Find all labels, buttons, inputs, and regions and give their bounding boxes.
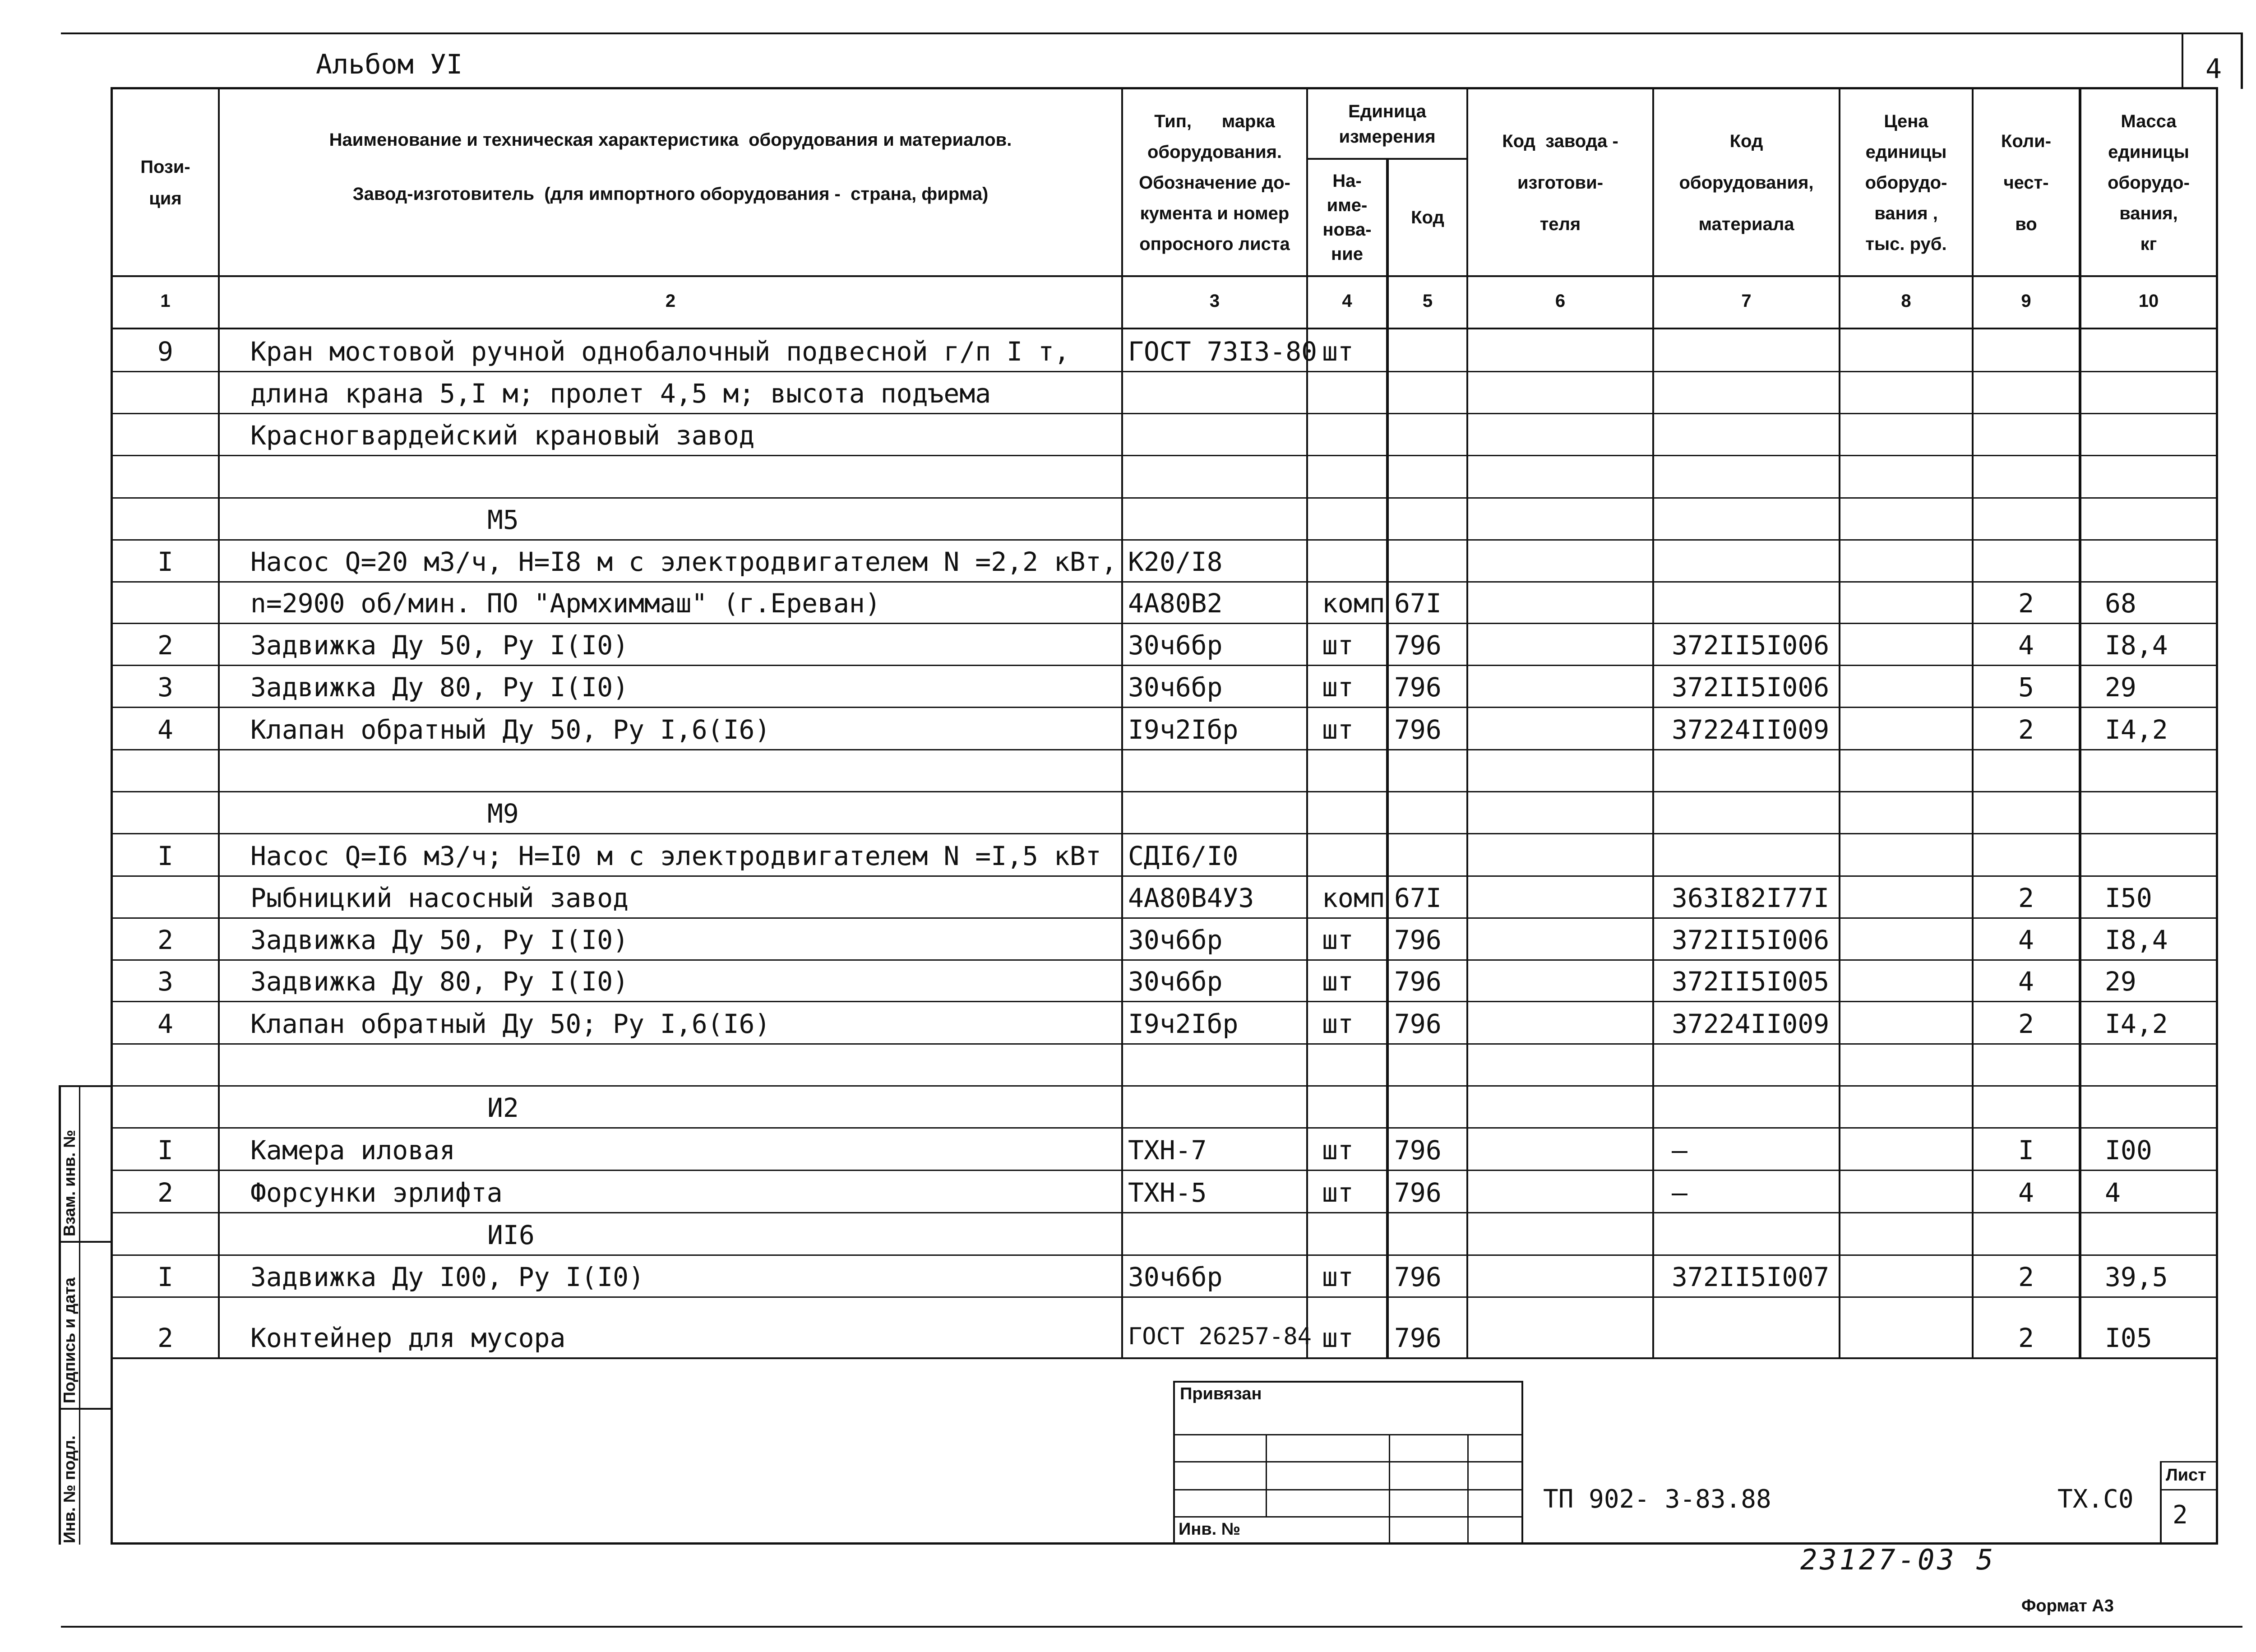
row-7-unit: шт	[1322, 630, 1354, 661]
row-15-type: 30ч6бр	[1128, 966, 1223, 997]
row-divider	[111, 875, 2218, 877]
colnum-8: 8	[1901, 291, 1911, 311]
row-22-unit: шт	[1322, 1262, 1354, 1292]
header-bottom	[111, 275, 2218, 277]
row-7-mass: I8,4	[2105, 630, 2168, 661]
row-23-qty: 2	[2018, 1323, 2034, 1353]
privyazan-row3	[1173, 1489, 1523, 1490]
row-22-mass: 39,5	[2105, 1262, 2168, 1292]
row-divider	[111, 959, 2218, 961]
colnum-9: 9	[2021, 291, 2031, 311]
row-22-pos: I	[157, 1262, 173, 1292]
row-21-name: ИI6	[487, 1220, 535, 1250]
header-unit-code: Код	[1411, 208, 1444, 227]
side-stamp-div1	[59, 1241, 112, 1243]
row-9-unit: шт	[1322, 714, 1354, 745]
album-label: Альбом УI	[316, 49, 463, 80]
privyazan-col2	[1389, 1434, 1390, 1545]
privyazan-col1	[1266, 1434, 1267, 1516]
row-13-unit: комп	[1322, 883, 1385, 913]
row-13-mass: I50	[2105, 883, 2152, 913]
document-code: ТП 902- 3-83.88	[1543, 1485, 1771, 1514]
row-7-equip: 372II5I006	[1672, 630, 1830, 661]
side-stamp-inner	[79, 1085, 80, 1545]
row-divider	[111, 1254, 2218, 1256]
row-23-pos: 2	[157, 1323, 173, 1353]
row-14-equip: 372II5I006	[1672, 925, 1830, 955]
row-12-type: СДI6/I0	[1128, 841, 1239, 871]
right-top-border	[2241, 32, 2243, 89]
row-6-unit: комп	[1322, 588, 1385, 619]
row-9-code: 796	[1394, 714, 1442, 745]
row-14-code: 796	[1394, 925, 1442, 955]
bottom-border	[61, 1626, 2242, 1628]
row-divider	[111, 665, 2218, 666]
row-divider	[111, 707, 2218, 708]
row-divider	[111, 1127, 2218, 1129]
sheet-number: 2	[2173, 1500, 2188, 1530]
row-23-name: Контейнер для мусора	[250, 1323, 566, 1353]
row-16-type: I9ч2Iбр	[1128, 1009, 1239, 1039]
row-19-code: 796	[1394, 1135, 1442, 1166]
colnum-1: 1	[160, 291, 171, 311]
header-position: Пози- ция	[140, 157, 190, 208]
row-8-type: 30ч6бр	[1128, 672, 1223, 703]
row-7-qty: 4	[2018, 630, 2034, 661]
row-18-name: И2	[487, 1092, 519, 1123]
format-label: Формат А3	[2021, 1596, 2114, 1615]
side-label-inv-podl: Инв. № подл.	[60, 1435, 79, 1543]
row-19-qty: I	[2018, 1135, 2034, 1166]
row-14-unit: шт	[1322, 925, 1354, 955]
row-divider	[111, 749, 2218, 750]
col-line-4	[1386, 158, 1389, 1358]
row-0-type: ГОСТ 73I3-80	[1128, 336, 1318, 367]
col-line-7	[1839, 87, 1840, 1358]
row-0-name: Кран мостовой ручной однобалочный подвесной г/п I т,	[250, 336, 1070, 367]
sheet-box-left	[2160, 1461, 2162, 1545]
privyazan-top	[1173, 1381, 1523, 1383]
row-15-mass: 29	[2105, 966, 2136, 997]
row-22-name: Задвижка Ду I00, Ру I(I0)	[250, 1262, 644, 1292]
colnum-7: 7	[1741, 291, 1752, 311]
row-20-unit: шт	[1322, 1177, 1354, 1208]
col-line-3	[1306, 87, 1308, 1358]
row-16-unit: шт	[1322, 1009, 1354, 1039]
side-stamp-div2	[59, 1408, 112, 1410]
row-23-unit: шт	[1322, 1323, 1354, 1353]
col-line-6	[1652, 87, 1654, 1358]
side-stamp-top	[59, 1085, 112, 1087]
row-5-name: Насос Q=20 м3/ч, Н=I8 м с электродвигателем N =2,2 кВт,	[250, 546, 1117, 577]
row-23-code: 796	[1394, 1323, 1442, 1353]
row-20-qty: 4	[2018, 1177, 2034, 1208]
privyazan-left	[1173, 1381, 1175, 1545]
row-8-unit: шт	[1322, 672, 1354, 703]
header-unit-group: Единица измерения	[1339, 102, 1436, 147]
row-23-mass: I05	[2105, 1323, 2152, 1353]
row-8-mass: 29	[2105, 672, 2136, 703]
table-right	[2216, 87, 2218, 1545]
header-unit-name: На- име- нова- ние	[1322, 171, 1372, 264]
row-7-type: 30ч6бр	[1128, 630, 1223, 661]
header-plant-code: Код завода - изготови- теля	[1502, 131, 1618, 234]
colnum-bottom	[111, 328, 2218, 329]
side-label-signature: Подпись и дата	[60, 1277, 79, 1403]
row-divider	[111, 581, 2218, 583]
row-divider	[111, 791, 2218, 792]
colnum-5: 5	[1422, 291, 1433, 311]
row-9-name: Клапан обратный Ду 50, Ру I,6(I6)	[250, 714, 771, 745]
row-6-name: n=2900 об/мин. ПО "Армхиммаш" (г.Ереван)	[250, 588, 881, 619]
row-8-pos: 3	[157, 672, 173, 703]
row-divider	[111, 539, 2218, 541]
row-22-type: 30ч6бр	[1128, 1262, 1223, 1292]
row-divider	[111, 1043, 2218, 1045]
row-divider	[111, 1085, 2218, 1087]
sheet-label: Лист	[2166, 1466, 2206, 1485]
inv-label: Инв. №	[1179, 1520, 1241, 1539]
header-name-line2: Завод-изготовитель (для импортного оборудования - страна, фирма)	[352, 184, 989, 204]
row-8-qty: 5	[2018, 672, 2034, 703]
row-16-name: Клапан обратный Ду 50; Ру I,6(I6)	[250, 1009, 771, 1039]
row-13-qty: 2	[2018, 883, 2034, 913]
row-divider	[111, 1001, 2218, 1002]
colnum-6: 6	[1555, 291, 1566, 311]
row-12-name: Насос Q=I6 м3/ч; Н=I0 м с электродвигателем N =I,5 кВт	[250, 841, 1101, 871]
row-14-name: Задвижка Ду 50, Ру I(I0)	[250, 925, 629, 955]
col-line-9	[2079, 87, 2081, 1358]
row-7-pos: 2	[157, 630, 173, 661]
header-mass: Масса единицы оборудо- вания, кг	[2108, 111, 2190, 254]
row-22-equip: 372II5I007	[1672, 1262, 1830, 1292]
row-6-type: 4А80В2	[1128, 588, 1223, 619]
page-num-divider	[2182, 34, 2183, 88]
row-15-equip: 372II5I005	[1672, 966, 1830, 997]
row-divider	[111, 455, 2218, 456]
col-line-5	[1466, 87, 1468, 1358]
row-16-pos: 4	[157, 1009, 173, 1039]
side-label-vzam: Взам. инв. №	[60, 1129, 79, 1236]
colnum-10: 10	[2138, 291, 2159, 311]
row-16-qty: 2	[2018, 1009, 2034, 1039]
row-15-code: 796	[1394, 966, 1442, 997]
row-1-name: длина крана 5,I м; пролет 4,5 м; высота подъема	[250, 378, 991, 409]
row-19-equip: –	[1672, 1135, 1687, 1166]
header-price: Цена единицы оборудо- вания , тыс. руб.	[1865, 111, 1947, 254]
row-19-type: ТХН-7	[1128, 1135, 1207, 1166]
row-8-name: Задвижка Ду 80, Ру I(I0)	[250, 672, 629, 703]
header-quantity: Коли- чест- во	[2001, 131, 2052, 234]
header-equipment-code: Код оборудования, материала	[1679, 131, 1814, 234]
header-type: Тип, марка оборудования. Обозначение до- кумента и номер опросного листа	[1139, 111, 1290, 254]
row-13-type: 4А80В4У3	[1128, 883, 1254, 913]
page-number: 4	[2205, 53, 2222, 85]
row-0-pos: 9	[157, 336, 173, 367]
row-14-type: 30ч6бр	[1128, 925, 1223, 955]
privyazan-col3	[1467, 1434, 1469, 1545]
privyazan-row4	[1173, 1516, 1523, 1518]
row-5-pos: I	[157, 546, 173, 577]
privyazan-row1	[1173, 1434, 1523, 1435]
row-divider	[111, 917, 2218, 919]
row-6-qty: 2	[2018, 588, 2034, 619]
row-divider	[111, 1296, 2218, 1298]
row-4-name: М5	[487, 504, 519, 535]
row-9-qty: 2	[2018, 714, 2034, 745]
row-7-code: 796	[1394, 630, 1442, 661]
colnum-2: 2	[665, 291, 676, 311]
col-line-2	[1121, 87, 1123, 1358]
row-22-code: 796	[1394, 1262, 1442, 1292]
row-9-equip: 37224II009	[1672, 714, 1830, 745]
row-divider	[111, 623, 2218, 624]
table-top	[111, 87, 2218, 89]
row-13-code: 67I	[1394, 883, 1442, 913]
document-mark: ТХ.С0	[2057, 1485, 2134, 1514]
row-20-name: Форсунки эрлифта	[250, 1177, 503, 1208]
row-15-pos: 3	[157, 966, 173, 997]
row-6-mass: 68	[2105, 588, 2136, 619]
row-divider	[111, 833, 2218, 834]
row-15-unit: шт	[1322, 966, 1354, 997]
row-8-code: 796	[1394, 672, 1442, 703]
privyazan-label: Привязан	[1180, 1384, 1262, 1403]
row-12-pos: I	[157, 841, 173, 871]
row-2-name: Красногвардейский крановый завод	[250, 420, 755, 451]
header-name-line1: Наименование и техническая характеристика оборудования и материалов.	[329, 130, 1012, 150]
row-8-equip: 372II5I006	[1672, 672, 1830, 703]
row-13-name: Рыбницкий насосный завод	[250, 883, 629, 913]
row-19-name: Камера иловая	[250, 1135, 455, 1166]
col-line-1	[218, 87, 220, 1358]
colnum-3: 3	[1209, 291, 1220, 311]
row-9-pos: 4	[157, 714, 173, 745]
privyazan-row2	[1173, 1461, 1523, 1462]
row-16-code: 796	[1394, 1009, 1442, 1039]
body-bottom	[111, 1357, 2218, 1359]
row-divider	[111, 1212, 2218, 1213]
sheet-box-div	[2160, 1489, 2218, 1490]
row-5-type: К20/I8	[1128, 546, 1223, 577]
row-divider	[111, 413, 2218, 414]
row-20-code: 796	[1394, 1177, 1442, 1208]
row-23-type: ГОСТ 26257-84	[1128, 1323, 1312, 1350]
row-13-equip: 363I82I77I	[1672, 883, 1830, 913]
row-14-pos: 2	[157, 925, 173, 955]
row-15-name: Задвижка Ду 80, Ру I(I0)	[250, 966, 629, 997]
row-19-mass: I00	[2105, 1135, 2152, 1166]
row-7-name: Задвижка Ду 50, Ру I(I0)	[250, 630, 629, 661]
row-20-equip: –	[1672, 1177, 1687, 1208]
row-16-equip: 37224II009	[1672, 1009, 1830, 1039]
colnum-4: 4	[1342, 291, 1352, 311]
row-0-unit: шт	[1322, 336, 1354, 367]
privyazan-right	[1521, 1381, 1523, 1545]
row-20-pos: 2	[157, 1177, 173, 1208]
sheet-box-top	[2160, 1461, 2218, 1462]
row-14-qty: 4	[2018, 925, 2034, 955]
row-19-pos: I	[157, 1135, 173, 1166]
row-20-type: ТХН-5	[1128, 1177, 1207, 1208]
row-15-qty: 4	[2018, 966, 2034, 997]
row-divider	[111, 1170, 2218, 1171]
row-9-mass: I4,2	[2105, 714, 2168, 745]
row-6-code: 67I	[1394, 588, 1442, 619]
row-divider	[111, 497, 2218, 499]
row-14-mass: I8,4	[2105, 925, 2168, 955]
row-9-type: I9ч2Iбр	[1128, 714, 1239, 745]
row-16-mass: I4,2	[2105, 1009, 2168, 1039]
handwritten-number: 23127-03 5	[1800, 1543, 1996, 1576]
row-19-unit: шт	[1322, 1135, 1354, 1166]
row-11-name: М9	[487, 798, 519, 829]
row-22-qty: 2	[2018, 1262, 2034, 1292]
row-divider	[111, 371, 2218, 372]
row-20-mass: 4	[2105, 1177, 2121, 1208]
top-border	[61, 32, 2242, 34]
